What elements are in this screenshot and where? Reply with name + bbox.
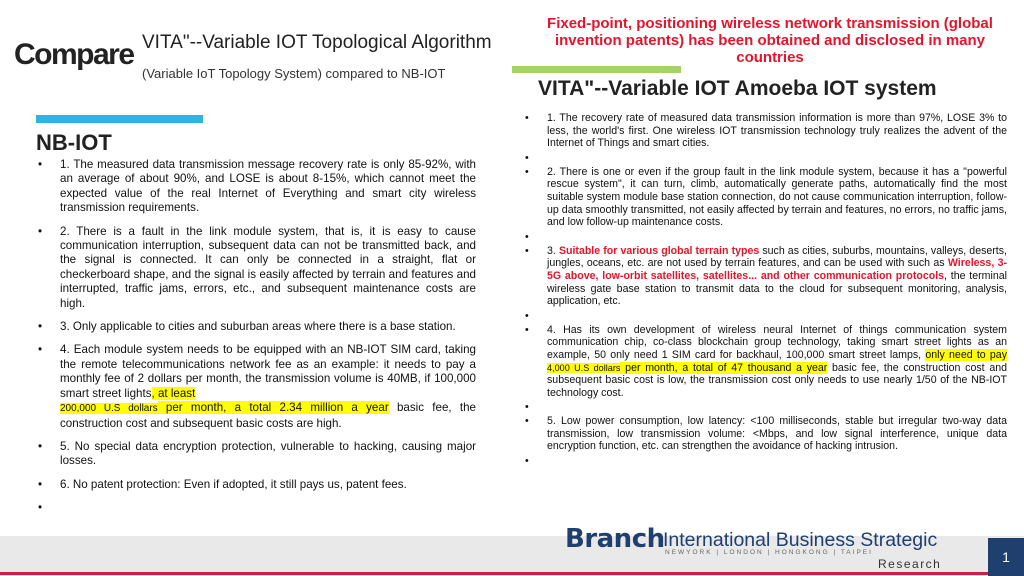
vita-subtitle: (Variable IoT Topology System) compared to NB-IOT (142, 66, 446, 81)
amoeba-title: VITA"--Variable IOT Amoeba IOT system (538, 77, 937, 100)
vita-point-3-tail: , the terminal wireless gate base station to transmit data to the cloud for subsequent monitoring, analysis, application, etc. (547, 269, 1007, 308)
nbiot-point-4-text: 4. Each module system needs to be equipped with an NB-IOT SIM card, taking the remote telecommunications network fee as an example: it needs to pay a monthly fee of 2 dollars per month, the transmission volume is 40MB, if 100,000 smart street lights (60, 343, 476, 400)
vita-cost-highlight-1: only need to pay (925, 348, 1008, 361)
patent-notice: Fixed-point, positioning wireless network transmission (global invention patents) has been obtained and disclosed in many countries (547, 15, 993, 66)
nbiot-point-1: • 1. The measured data transmission message recovery rate is only 85-92%, with an average of about 90%, and LOSE is about 8-15%, which cannot meet the expected value of the real Internet of Everything and smart city wireless transmission requirements. (38, 158, 476, 216)
vita-empty-bullet (525, 310, 1007, 322)
vita-point-4-text: 4. Has its own development of wireless neural Internet of things communication system communication chip, co-class blockchain group technology, taking smart street lights as an example, 50 only need 1 SIM card for backhaul, 100,000 smart street lamps, (547, 323, 1007, 361)
vita-point-3-text: 3. (547, 244, 559, 257)
vita-list (525, 112, 1007, 469)
nbiot-cost-highlight-3: per month, a total 2.34 million a year (157, 401, 389, 415)
vita-title: VITA"--Variable IOT Topological Algorithm (142, 32, 492, 53)
nbiot-list (38, 158, 476, 501)
branch-logo-cities: NEWYORK | LONDON | HONGKONG | TAIPEI (665, 549, 873, 556)
vita-point-2: • 2. There is one or even if the group fault in the link module system, because it has a "powerful rescue system", it can turn, climb, automatically generate paths, automatically find the most suitable system module base station connection, do not cause communication interruption, follow-up data smoothly transmitted, not easily affected by terrain and features, no errors, no traffic jams, and low follow-up maintenance costs. (525, 166, 1007, 229)
nbiot-point-4-tail: basic fee, the construction cost and subsequent basic costs are high. (60, 401, 476, 430)
vita-point-1: • 1. The recovery rate of measured data transmission information is more than 97%, LOSE 3% to less, the world's first. One wireless IOT transmission technology truly realizes the advent of the Internet of Things and smart cities. (525, 112, 1007, 150)
vita-point-4-tail: basic fee, the construction cost and subsequent basic cost is low, the transmission cost only needs to use nearly 1/50 of the NB-IOT technology cost. (547, 361, 1007, 399)
nbiot-title: NB-IOT (36, 130, 112, 155)
page-number: 1 (988, 538, 1024, 576)
vita-cost-highlight-2: 4,000 U.S dollars (547, 362, 621, 373)
vita-point-3 (525, 245, 1007, 308)
nbiot-point-4 (38, 343, 476, 430)
vita-empty-bullet (525, 401, 1007, 413)
nbiot-point-5: • 5. No special data encryption protection, vulnerable to hacking, causing major losses. (38, 440, 476, 469)
branch-logo-research: Research (878, 557, 942, 571)
nbiot-point-2: • 2. There is a fault in the link module system, that is, it is easy to cause communication interruption, subsequent data can not be transmitted back, and the signal is connected. It can only be connected in a straight, flat or checkerboard shape, and the signal is easily affected by terrain and features and interrupted, traffic jams, errors, etc., and subsequent maintenance costs are high. (38, 225, 476, 311)
vita-empty-bullet (525, 231, 1007, 243)
vita-empty-bullet (525, 152, 1007, 164)
nbiot-cost-highlight-2: 200,000 U.S dollars (60, 403, 158, 415)
vita-cost-highlight-3: per month, a total of 47 thousand a year (620, 361, 828, 374)
nbiot-point-6: • 6. No patent protection: Even if adopted, it still pays us, patent fees. (38, 478, 476, 492)
blue-accent-bar (36, 115, 203, 123)
branch-logo-title: International Business Strategic (663, 529, 938, 551)
branch-logo-word: Branch (565, 524, 665, 554)
nbiot-point-3: • 3. Only applicable to cities and suburban areas where there is a base station. (38, 320, 476, 334)
vita-empty-bullet (525, 455, 1007, 467)
vita-protocols-red: Wireless, 3-5G above, low-orbit satellites, satellites... and other communication protocols (547, 257, 1007, 282)
green-accent-bar (512, 66, 681, 73)
vita-point-4 (525, 324, 1007, 400)
footer-red-line (0, 572, 990, 575)
vita-point-3-mid: such as cities, suburbs, mountains, valleys, deserts, jungles, oceans, etc. are not used by terrain features, and can be used with such as (547, 244, 1007, 270)
nbiot-cost-highlight-1: , at least (151, 386, 196, 400)
compare-heading: Compare (14, 38, 134, 71)
vita-terrain-red: Suitable for various global terrain types (558, 244, 760, 257)
vita-point-5: • 5. Low power consumption, low latency: <100 milliseconds, stable but irregular two-way data transmission, low transmission volume: <Mbps, and low signal interference, unique data encryption function, etc. can strengthen the avoidance of hacking intrusion. (525, 415, 1007, 453)
